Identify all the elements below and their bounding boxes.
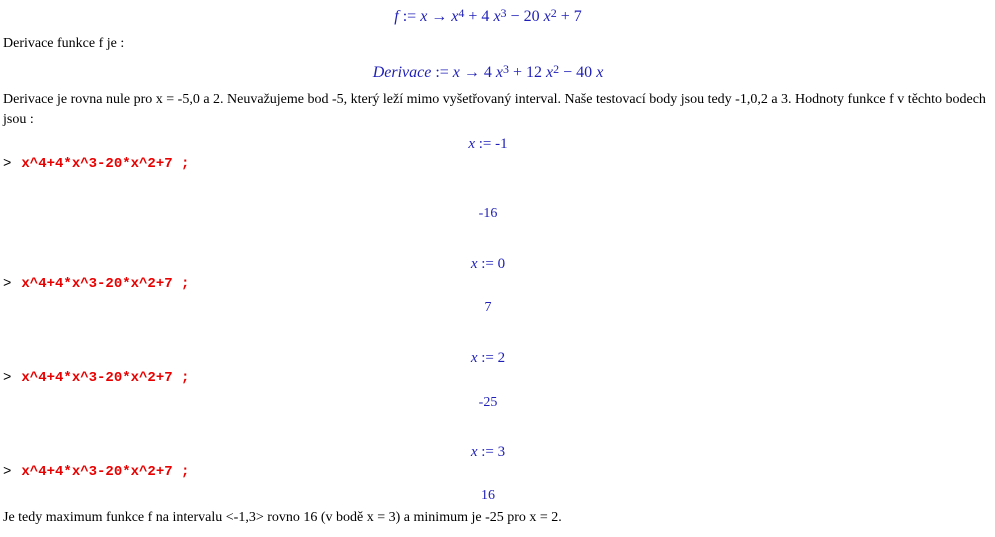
term-exponent: 3 bbox=[503, 62, 510, 76]
derivative-intro-text: Derivace funkce f je : bbox=[3, 36, 125, 51]
output-result: -25 bbox=[478, 395, 498, 410]
assign-operator: := bbox=[481, 350, 494, 366]
derivative-definition bbox=[0, 64, 976, 82]
input-line[interactable] bbox=[3, 276, 189, 292]
assignment-line bbox=[0, 136, 976, 153]
derivative-name: Derivace bbox=[372, 64, 432, 81]
assignment-line bbox=[0, 256, 976, 273]
assign-operator: := bbox=[481, 444, 494, 460]
prompt-symbol: > bbox=[3, 156, 12, 172]
assign-variable: x bbox=[470, 444, 478, 460]
assignment-line bbox=[0, 350, 976, 367]
variable: x bbox=[452, 64, 460, 81]
term-base: x bbox=[543, 8, 551, 25]
term-base: x bbox=[451, 8, 459, 25]
term-coefficient: + 12 bbox=[513, 64, 543, 81]
term-constant: + 7 bbox=[560, 8, 582, 25]
assign-operator: := bbox=[435, 64, 449, 81]
assign-value: 0 bbox=[497, 256, 506, 272]
input-line[interactable] bbox=[3, 156, 189, 172]
command-input[interactable]: x^4+4*x^3-20*x^2+7 ; bbox=[21, 276, 190, 292]
conclusion-text: Je tedy maximum funkce f na intervalu <-1,3> rovno 16 (v bodě x = 3) a minimum je -25 pro x = 2. bbox=[3, 510, 562, 525]
command-input[interactable]: x^4+4*x^3-20*x^2+7 ; bbox=[21, 370, 190, 386]
arrow-operator: → bbox=[463, 64, 480, 81]
term-exponent: 3 bbox=[500, 6, 507, 20]
arrow-operator: → bbox=[431, 8, 448, 25]
assign-variable: x bbox=[470, 350, 478, 366]
term-coefficient: − 20 bbox=[510, 8, 540, 25]
assign-operator: := bbox=[481, 256, 494, 272]
assign-operator: := bbox=[402, 8, 417, 25]
prompt-symbol: > bbox=[3, 464, 12, 480]
command-input[interactable]: x^4+4*x^3-20*x^2+7 ; bbox=[21, 156, 190, 172]
variable: x bbox=[420, 8, 428, 25]
output-result: 7 bbox=[484, 300, 492, 315]
assignment-line bbox=[0, 444, 976, 461]
term-exponent: 4 bbox=[458, 6, 465, 20]
term-base: x bbox=[546, 64, 554, 81]
assign-value: 2 bbox=[497, 350, 506, 366]
assign-value: -1 bbox=[495, 136, 508, 152]
term-coefficient: + 4 bbox=[468, 8, 490, 25]
prompt-symbol: > bbox=[3, 276, 12, 292]
term-coefficient: − 40 bbox=[563, 64, 593, 81]
input-line[interactable] bbox=[3, 464, 189, 480]
assign-operator: := bbox=[478, 136, 492, 152]
term-base: x bbox=[493, 8, 501, 25]
assign-variable: x bbox=[468, 136, 476, 152]
term-base: x bbox=[596, 64, 604, 81]
term-exponent: 2 bbox=[553, 62, 560, 76]
command-input[interactable]: x^4+4*x^3-20*x^2+7 ; bbox=[21, 464, 190, 480]
input-line[interactable] bbox=[3, 370, 189, 386]
term-exponent: 2 bbox=[550, 6, 557, 20]
output-result: -16 bbox=[478, 206, 498, 221]
term-coefficient: 4 bbox=[483, 64, 492, 81]
assign-value: 3 bbox=[497, 444, 506, 460]
output-result: 16 bbox=[481, 488, 495, 503]
function-definition bbox=[0, 8, 976, 26]
function-name: f bbox=[394, 8, 399, 25]
term-base: x bbox=[495, 64, 504, 81]
explanation-paragraph: Derivace je rovna nule pro x = -5,0 a 2. Neuvažujeme bod -5, který leží mimo vyšetřovaný interval. Naše testovací body jsou tedy -1,0,2 a 3. Hodnoty funkce f v těchto bodech jsou : bbox=[3, 92, 986, 127]
prompt-symbol: > bbox=[3, 370, 12, 386]
assign-variable: x bbox=[470, 256, 478, 272]
